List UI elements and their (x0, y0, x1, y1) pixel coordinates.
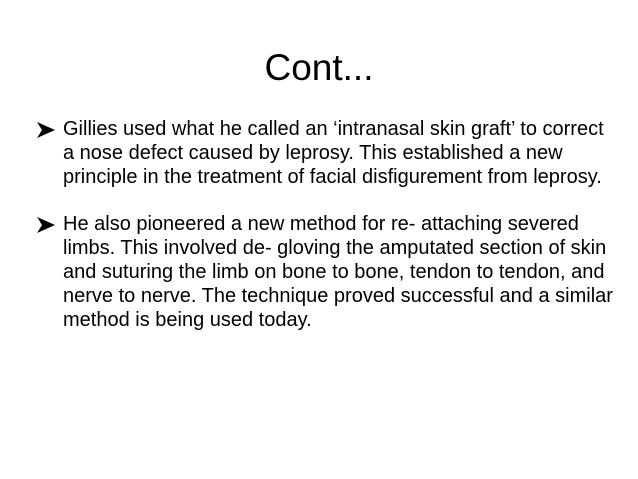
bullet-item (36, 118, 616, 189)
slide-title: Cont... (264, 47, 374, 88)
bullet-text: Gillies used what he called an ‘intranasal skin graft’ to correct a nose defect caused by leprosy. This established a new principle in the treatment of facial disfigurement from leprosy. (63, 118, 604, 188)
bullet-text: He also pioneered a new method for re- attaching severed limbs. This involved de- gloving the amputated section of skin and suturing the limb on bone to bone, tendon to tendon, and nerve to nerve. The technique proved successful and a similar method is being used today. (63, 213, 613, 331)
arrowhead-bullet-icon (36, 216, 56, 234)
bullet-list (36, 118, 616, 332)
arrowhead-bullet-icon (36, 121, 56, 139)
bullet-item (36, 213, 616, 332)
